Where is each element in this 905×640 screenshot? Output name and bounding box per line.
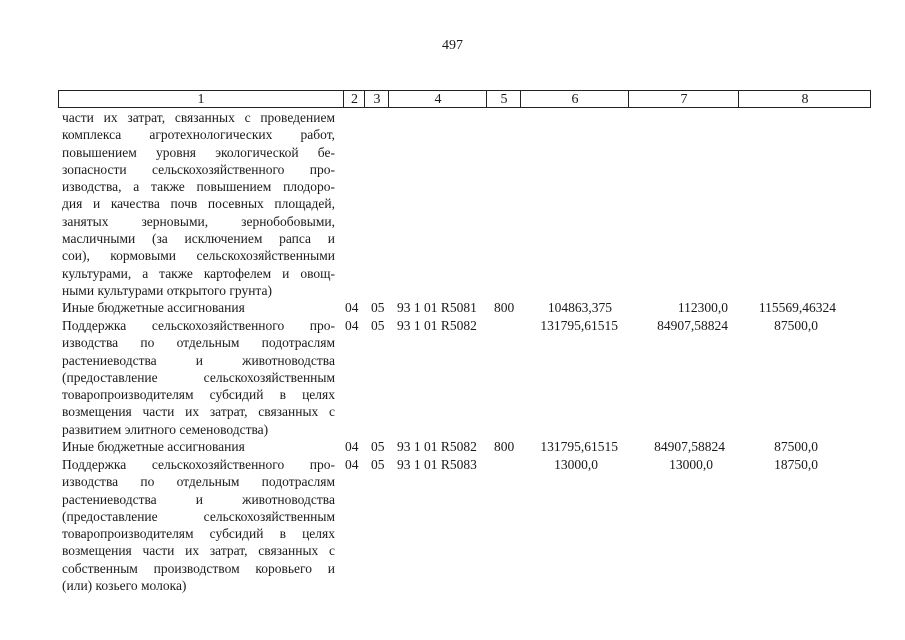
cell-rz: 04 — [345, 439, 359, 454]
row-description — [62, 317, 335, 438]
description-line: изводства, а также повышением плодоро- — [62, 179, 335, 195]
description-line: сои), кормовыми сельскохозяйственными — [62, 248, 335, 264]
cell-year1: 131795,61515 — [540, 318, 618, 333]
cell-pr: 05 — [371, 457, 385, 472]
description-line: развитием элитного семеноводства) — [62, 421, 269, 437]
description-line: масличными (за исключением рапса и — [62, 231, 335, 247]
cell-rz: 04 — [345, 318, 359, 333]
cell-rz: 04 — [345, 300, 359, 315]
cell-year2: 84907,58824 — [654, 439, 725, 454]
page-number: 497 — [442, 38, 463, 53]
description-line: занятых зерновыми, зернобобовыми, — [62, 213, 335, 229]
description-line: Иные бюджетные ассигнования — [62, 439, 245, 454]
header-col-7: 7 — [628, 91, 739, 107]
header-col-5: 5 — [486, 91, 521, 107]
header-col-6: 6 — [520, 91, 629, 107]
description-line: изводства по отдельным подотраслям — [62, 474, 335, 490]
description-line: зопасности сельскохозяйственного про- — [62, 161, 335, 177]
description-line: ными культурами открытого грунта) — [62, 282, 272, 298]
cell-csr: 93 1 01 R5081 — [397, 300, 477, 315]
description-line: растениеводства и животноводства — [62, 352, 335, 368]
cell-year3: 115569,46324 — [758, 300, 836, 315]
header-col-8: 8 — [738, 91, 871, 107]
cell-pr: 05 — [371, 318, 385, 333]
cell-year1: 131795,61515 — [540, 439, 618, 454]
row-description — [62, 109, 335, 299]
cell-year2: 13000,0 — [669, 457, 713, 472]
cell-year2: 84907,58824 — [657, 318, 728, 333]
header-col-4: 4 — [388, 91, 487, 107]
description-line: собственным производством коровьего и — [62, 560, 335, 576]
description-line: возмещения части их затрат, связанных с — [62, 404, 335, 420]
description-line: Поддержка сельскохозяйственного про- — [62, 457, 335, 472]
description-line: (предоставление сельскохозяйственным — [62, 508, 335, 524]
description-line: Иные бюджетные ассигнования — [62, 300, 245, 315]
description-line: изводства по отдельным подотраслям — [62, 335, 335, 351]
cell-year1: 13000,0 — [554, 457, 598, 472]
description-line: части их затрат, связанных с проведением — [62, 110, 335, 125]
description-line: товаропроизводителям субсидий в целях — [62, 387, 335, 403]
header-col-3: 3 — [364, 91, 389, 107]
cell-year3: 87500,0 — [774, 318, 818, 333]
cell-year2: 112300,0 — [677, 300, 728, 315]
cell-csr: 93 1 01 R5082 — [397, 318, 477, 333]
description-line: повышением уровня экологической бе- — [62, 144, 335, 160]
row-description — [62, 299, 335, 316]
header-col-2: 2 — [343, 91, 365, 107]
table-header — [58, 90, 871, 108]
row-description — [62, 438, 335, 455]
description-line: растениеводства и животноводства — [62, 491, 335, 507]
description-line: дия и качества почв посевных площадей, — [62, 196, 335, 212]
cell-csr: 93 1 01 R5083 — [397, 457, 477, 472]
description-line: (или) козьего молока) — [62, 578, 187, 594]
cell-year3: 18750,0 — [774, 457, 818, 472]
cell-pr: 05 — [371, 300, 385, 315]
description-line: товаропроизводителям субсидий в целях — [62, 526, 335, 542]
row-description — [62, 456, 335, 594]
description-line: культурами, а также картофелем и овощ- — [62, 265, 335, 281]
cell-vr: 800 — [494, 300, 515, 315]
description-line: Поддержка сельскохозяйственного про- — [62, 318, 335, 333]
cell-csr: 93 1 01 R5082 — [397, 439, 477, 454]
description-line: (предоставление сельскохозяйственным — [62, 369, 335, 385]
header-col-1: 1 — [197, 92, 205, 107]
cell-year1: 104863,375 — [547, 300, 612, 315]
description-line: комплекса агротехнологических работ, — [62, 127, 335, 143]
cell-pr: 05 — [371, 439, 385, 454]
cell-rz: 04 — [345, 457, 359, 472]
cell-vr: 800 — [494, 439, 515, 454]
cell-year3: 87500,0 — [774, 439, 818, 454]
description-line: возмещения части их затрат, связанных с — [62, 543, 335, 559]
